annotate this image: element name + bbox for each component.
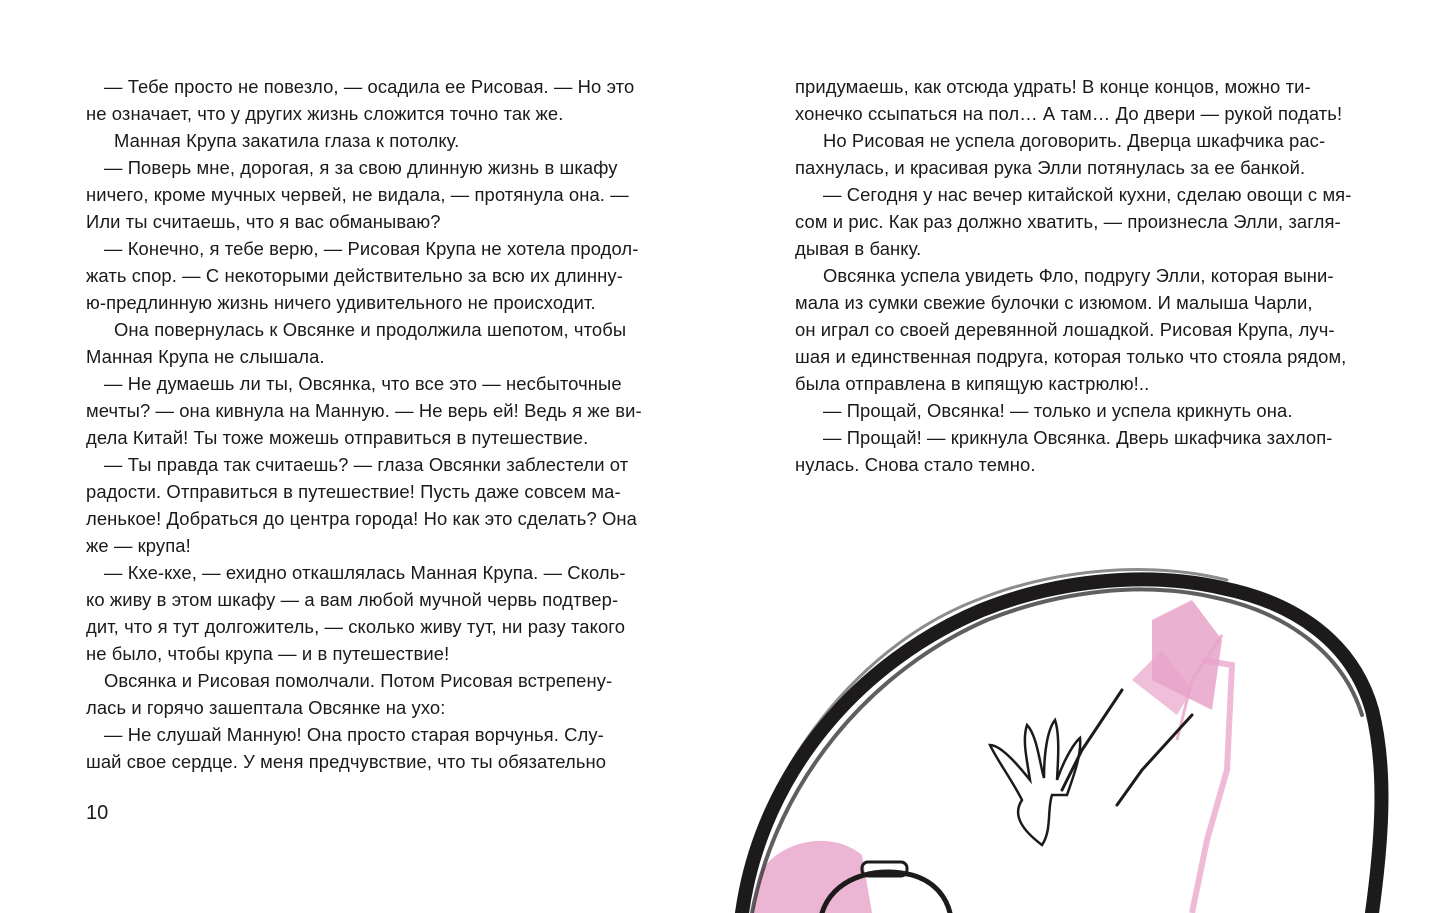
right_page-line: сом и рис. Как раз должно хватить, — произнесла Элли, загля- (795, 211, 1341, 232)
left_page-line: ничего, кроме мучных червей, не видала, — протянула она. — (86, 184, 629, 205)
left_page-line: ленькое! Добраться до центра города! Но как это сделать? Она (86, 508, 638, 529)
left_page-line: — Поверь мне, дорогая, я за свою длинную жизнь в шкафу (104, 157, 618, 178)
left_page-line: ю-предлинную жизнь ничего удивительного не происходит. (86, 292, 596, 313)
right_page-line: — Прощай! — крикнула Овсянка. Дверь шкафчика захлоп- (823, 427, 1333, 448)
left-page (0, 0, 722, 913)
hand-reaching-illustration (722, 540, 1445, 913)
right_page-line: шая и единственная подруга, которая только что стояла рядом, (795, 346, 1347, 367)
left_page-line: радости. Отправиться в путешествие! Пусть даже совсем ма- (86, 481, 621, 502)
right_page-line: придумаешь, как отсюда удрать! В конце концов, можно ти- (795, 76, 1311, 97)
left_page-line: дела Китай! Ты тоже можешь отправиться в путешествие. (86, 427, 589, 448)
left_page-line: жать спор. — С некоторыми действительно за всю их длинну- (86, 265, 623, 286)
right_page-line: дывая в банку. (795, 238, 922, 259)
right_page-line: хонечко ссыпаться на пол… А там… До двери — рукой подать! (795, 103, 1343, 124)
left-page-text (86, 73, 656, 775)
left_page-line: не означает, что у других жизнь сложится точно так же. (86, 103, 564, 124)
right_page-line: была отправлена в кипящую кастрюлю!.. (795, 373, 1150, 394)
left_page-line: Или ты считаешь, что я вас обманываю? (86, 211, 441, 232)
right_page-line: — Прощай, Овсянка! — только и успела крикнуть она. (823, 400, 1293, 421)
left_page-line: Овсянка и Рисовая помолчали. Потом Рисовая встрепену- (104, 670, 613, 691)
left_page-line: — Тебе просто не повезло, — осадила ее Рисовая. — Но это (104, 76, 635, 97)
left_page-line: же — крупа! (86, 535, 191, 556)
left_page-line: шай свое сердце. У меня предчувствие, что ты обязательно (86, 751, 607, 772)
pink-sleeve-icon (752, 600, 1232, 913)
left_page-line: Манная Крупа закатила глаза к потолку. (114, 130, 460, 151)
left_page-line: ко живу в этом шкафу — а вам любой мучной червь подтвер- (86, 589, 619, 610)
right_page-line: Но Рисовая не успела договорить. Дверца шкафчика рас- (823, 130, 1326, 151)
left_page-line: лась и горячо зашептала Овсянке на ухо: (86, 697, 446, 718)
right-page (722, 0, 1445, 913)
right_page-line: пахнулась, и красивая рука Элли потянулась за ее банкой. (795, 157, 1306, 178)
right_page-line: нулась. Снова стало темно. (795, 454, 1036, 475)
left_page-line: — Кхе-кхе, — ехидно откашлялась Манная Крупа. — Сколь- (104, 562, 626, 583)
left_page-line: — Не слушай Манную! Она просто старая ворчунья. Слу- (104, 724, 604, 745)
right_page-line: он играл со своей деревянной лошадкой. Рисовая Крупа, луч- (795, 319, 1335, 340)
left_page-line: не было, чтобы крупа — и в путешествие! (86, 643, 450, 664)
left_page-line: — Ты правда так считаешь? — глаза Овсянки заблестели от (104, 454, 629, 475)
right_page-line: Овсянка успела увидеть Фло, подругу Элли, которая выни- (823, 265, 1334, 286)
page-number: 10 (86, 802, 109, 824)
right-page-text (795, 73, 1370, 478)
left_page-line: — Конечно, я тебе верю, — Рисовая Крупа не хотела продол- (104, 238, 639, 259)
right_page-line: — Сегодня у нас вечер китайской кухни, сделаю овощи с мя- (823, 184, 1352, 205)
left_page-line: — Не думаешь ли ты, Овсянка, что все это — несбыточные (104, 373, 622, 394)
right_page-line: мала из сумки свежие булочки с изюмом. И малыша Чарли, (795, 292, 1313, 313)
left_page-line: Манная Крупа не слышала. (86, 346, 325, 367)
left_page-line: мечты? — она кивнула на Манную. — Не верь ей! Ведь я же ви- (86, 400, 642, 421)
left_page-line: дит, что я тут долгожитель, — сколько живу тут, ни разу такого (86, 616, 626, 637)
left_page-line: Она повернулась к Овсянке и продолжила шепотом, чтобы (114, 319, 627, 340)
